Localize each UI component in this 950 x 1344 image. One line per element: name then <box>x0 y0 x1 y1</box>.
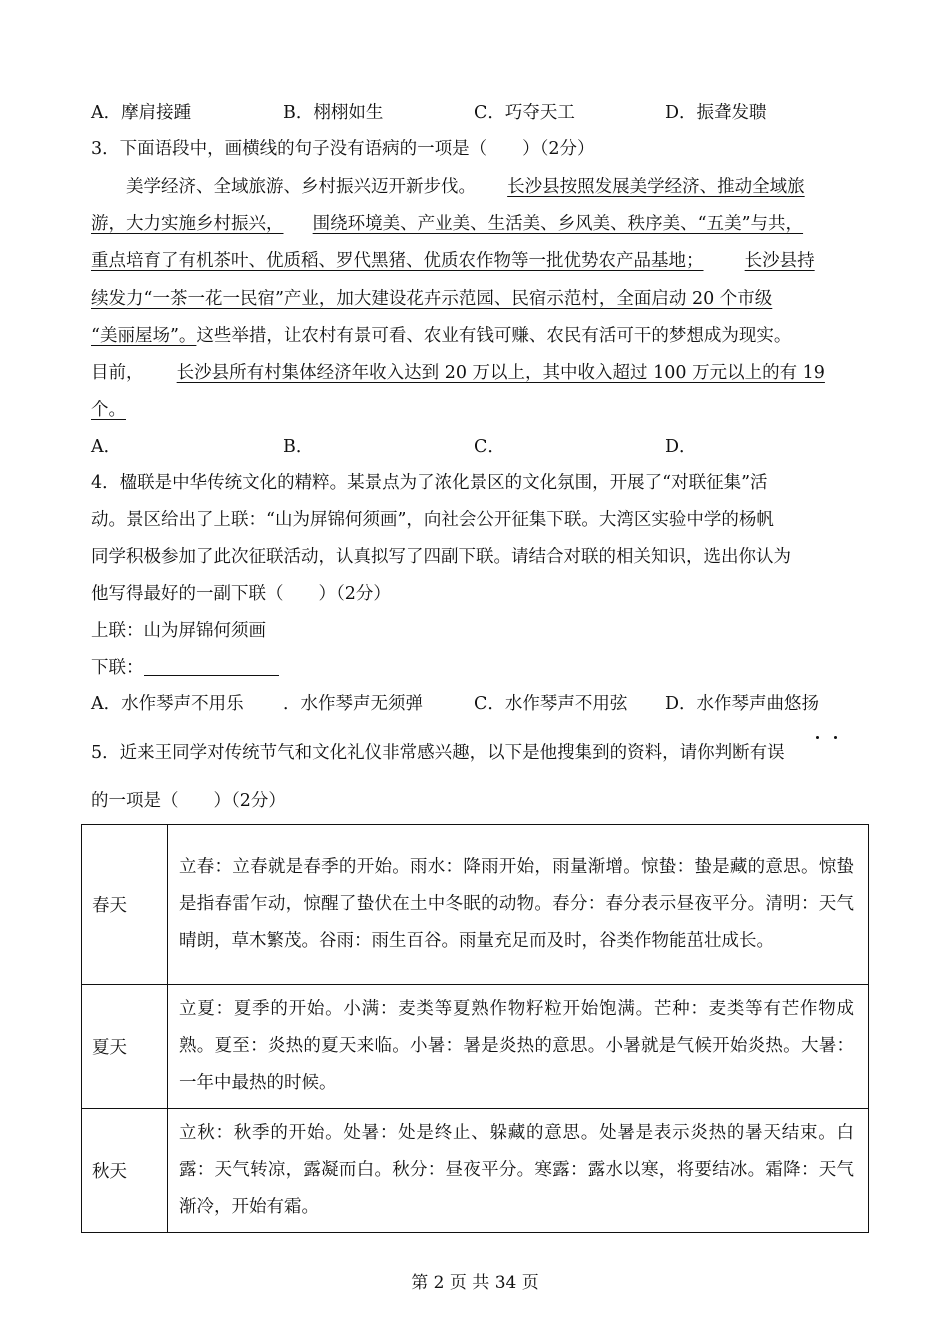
q3-underlined-sentence-3: 长沙县持 <box>744 251 815 271</box>
q3-underlined-sentence-3-end: “美丽屋场”。 <box>91 326 197 346</box>
q3-passage-line-6 <box>91 361 825 385</box>
season-cell: 春天 <box>82 825 168 985</box>
q3-passage-line-3 <box>91 249 815 273</box>
table-row <box>82 985 869 1109</box>
q3-passage-line-4 <box>91 287 772 311</box>
terms-cell: 立春：立春就是春季的开始。雨水：降雨开始，雨量渐增。惊蛰：蛰是藏的意思。惊蛰是指春雷乍动，惊醒了蛰伏在土中冬眠的动物。春分：春分表示昼夜平分。清明：天气晴朗，草木繁茂。谷雨：雨生百谷。雨量充足而及时，谷类作物能茁壮成长。 <box>168 825 869 985</box>
q3-underlined-sentence-2-cont: 重点培育了有机茶叶、优质稻、罗代黑猪、优质农作物等一批优势农产品基地； <box>91 251 704 271</box>
q4-option-d: D．水作琴声曲悠扬 <box>665 694 820 714</box>
q4-answer-blank <box>144 659 279 676</box>
q3-stem: 3．下面语段中，画横线的句子没有语病的一项是（ ）（2分） <box>91 139 595 159</box>
q4-lower-couplet <box>91 656 279 680</box>
q3-underlined-sentence-2: 围绕环境美、产业美、生活美、乡风美、秩序美、“五美”与共， <box>312 214 804 234</box>
q3-option-a: A． <box>91 437 122 457</box>
q3-passage-text: 美学经济、全域旅游、乡村振兴迈开新步伐。 <box>126 177 476 197</box>
q4-stem-line-4: 他写得最好的一副下联（ ）（2分） <box>91 584 391 604</box>
q5-stem-line-1: 5．近来王同学对传统节气和文化礼仪非常感兴趣，以下是他搜集到的资料，请你判断有误 <box>91 743 785 763</box>
q5-stem-line-2: 的一项是（ ）（2分） <box>91 791 286 811</box>
emphasis-dot <box>834 736 837 739</box>
q4-option-c: C．水作琴声不用弦 <box>474 694 628 714</box>
table-row <box>82 1109 869 1233</box>
q3-underlined-sentence-3-cont: 续发力“一茶一花一民宿”产业，加大建设花卉示范园、民宿示范村，全面启动 20 个市级 <box>91 289 773 309</box>
q4-lower-label: 下联： <box>91 658 144 678</box>
q3-passage-text-3: 目前， <box>91 363 144 383</box>
q3-underlined-sentence-4-end: 个。 <box>91 400 126 420</box>
q3-underlined-sentence-1-cont: 游，大力实施乡村振兴， <box>91 214 284 234</box>
q2-option-b: B．栩栩如生 <box>283 103 384 123</box>
season-cell: 秋天 <box>82 1109 168 1233</box>
q3-underlined-sentence-1: 长沙县按照发展美学经济、推动全域旅 <box>507 177 805 197</box>
q3-option-b: B． <box>283 437 314 457</box>
q4-stem-line-1: 4．楹联是中华传统文化的精粹。某景点为了浓化景区的文化氛围，开展了“对联征集”活 <box>91 473 768 493</box>
q4-stem-line-3: 同学积极参加了此次征联活动，认真拟写了四副下联。请结合对联的相关知识，选出你认为 <box>91 547 791 567</box>
emphasis-dot <box>816 736 819 739</box>
q3-passage-line-5 <box>91 324 791 348</box>
q3-option-d: D． <box>665 437 697 457</box>
table-row <box>82 825 869 985</box>
q4-option-b: ．水作琴声无须弹 <box>283 694 423 714</box>
q3-underlined-sentence-4: 长沙县所有村集体经济年收入达到 20 万以上，其中收入超过 100 万元以上的有 19 <box>176 363 825 383</box>
terms-cell: 立秋：秋季的开始。处暑：处是终止、躲藏的意思。处暑是表示炎热的暑天结束。白露：天气转凉，露凝而白。秋分：昼夜平分。寒露：露水以寒，将要结冰。霜降：天气渐冷，开始有霜。 <box>168 1109 869 1233</box>
q3-option-c: C． <box>474 437 505 457</box>
q4-option-a: A．水作琴声不用乐 <box>91 694 244 714</box>
page-footer: 第 2 页 共 34 页 <box>411 1273 539 1293</box>
q4-stem-line-2: 动。景区给出了上联：“山为屏锦何须画”，向社会公开征集下联。大湾区实验中学的杨帆 <box>91 510 774 530</box>
season-cell: 夏天 <box>82 985 168 1109</box>
q3-passage-line-7 <box>91 398 126 422</box>
q4-upper-couplet: 上联：山为屏锦何须画 <box>91 621 266 641</box>
q2-option-a: A．摩肩接踵 <box>91 103 192 123</box>
q3-passage-text-2: 这些举措，让农村有景可看、农业有钱可赚、农民有活可干的梦想成为现实。 <box>196 326 792 346</box>
q3-passage-line-1 <box>126 175 805 199</box>
terms-cell: 立夏：夏季的开始。小满：麦类等夏熟作物籽粒开始饱满。芒种：麦类等有芒作物成熟。夏至：炎热的夏天来临。小暑：暑是炎热的意思。小暑就是气候开始炎热。大暑：一年中最热的时候。 <box>168 985 869 1109</box>
q3-passage-line-2 <box>91 212 803 236</box>
q2-option-d: D．振聋发聩 <box>665 103 767 123</box>
solar-terms-table <box>81 824 869 1233</box>
q2-option-c: C．巧夺天工 <box>474 103 575 123</box>
